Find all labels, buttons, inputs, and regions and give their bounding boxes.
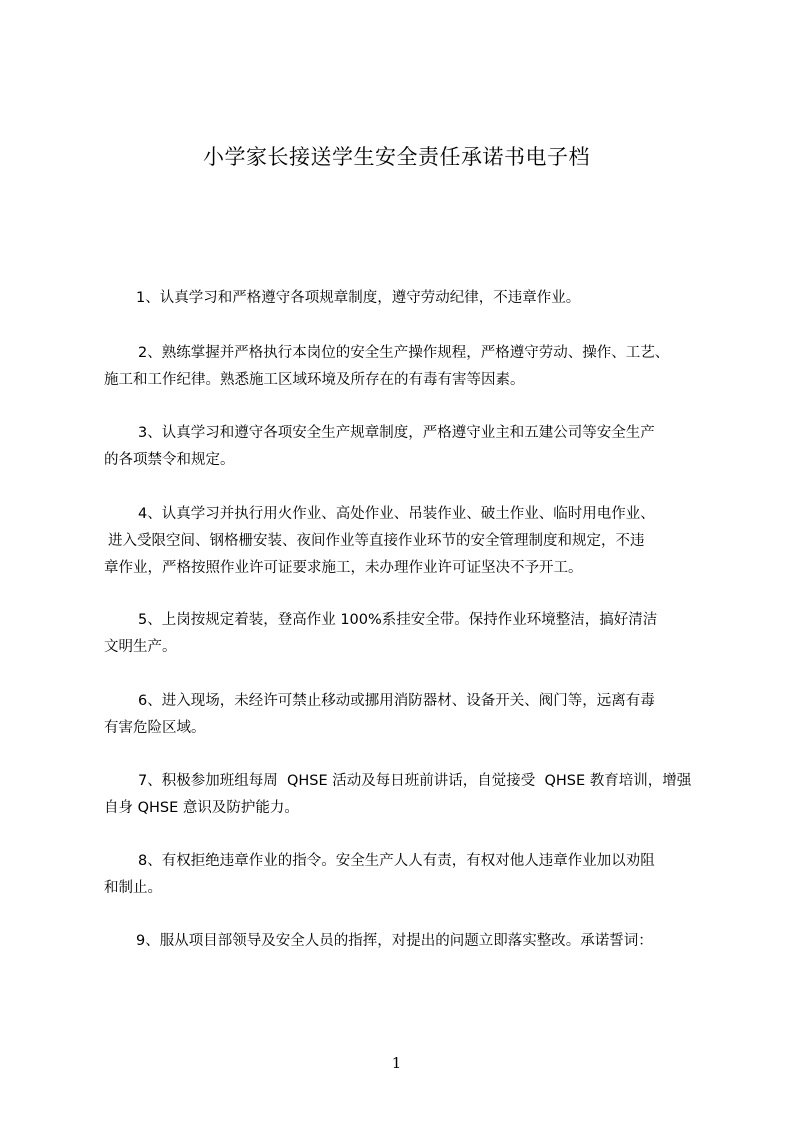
- clause-line: 8、有权拒绝违章作业的指令。安全生产人人有责，有权对他人违章作业加以劝阻: [138, 853, 655, 869]
- clause-8: [104, 848, 714, 902]
- clause-line: 7、积极参加班组每周 QHSE 活动及每日班前讲话，自觉接受 QHSE 教育培训，增强: [138, 773, 692, 789]
- clause-line: 的各项禁令和规定。: [104, 452, 235, 468]
- clause-1: [104, 285, 714, 312]
- clause-line: 4、认真学习并执行用火作业、高处作业、吊装作业、破土作业、临时用电作业、: [138, 506, 655, 522]
- clause-2: [104, 340, 714, 394]
- page-number: 1: [391, 1054, 402, 1072]
- clause-6: [104, 688, 714, 742]
- clause-line: 施工和工作纪律。熟悉施工区域环境及所存在的有毒有害等因素。: [104, 372, 525, 388]
- clause-line: 3、认真学习和遵守各项安全生产规章制度，严格遵守业主和五建公司等安全生产: [138, 425, 655, 441]
- clause-line: 文明生产。: [104, 639, 177, 655]
- clause-line: 章作业，严格按照作业许可证要求施工，未办理作业许可证坚决不予开工。: [104, 560, 583, 576]
- document-title: 小学家长接送学生安全责任承诺书电子档: [203, 145, 590, 169]
- clause-3: [104, 420, 714, 474]
- clause-line: 有害危险区域。: [104, 720, 206, 736]
- clause-line: 和制止。: [104, 880, 162, 896]
- clause-line: 5、上岗按规定着装，登高作业 100%系挂安全带。保持作业环境整洁，搞好清洁: [138, 612, 658, 628]
- clause-line: 6、进入现场，未经许可禁止移动或挪用消防器材、设备开关、阀门等，远离有毒: [138, 693, 655, 709]
- clause-9: [104, 928, 714, 955]
- clause-line: 2、熟练掌握并严格执行本岗位的安全生产操作规程，严格遵守劳动、操作、工艺、: [138, 345, 670, 361]
- clause-line: 进入受限空间、钢格栅安装、夜间作业等直接作业环节的安全管理制度和规定，不违: [108, 533, 645, 549]
- clause-line: 自身 QHSE 意识及防护能力。: [104, 800, 299, 816]
- clause-4: [104, 501, 714, 582]
- clause-5: [104, 607, 714, 661]
- clause-line: 9、服从项目部领导及安全人员的指挥，对提出的问题立即落实整改。承诺誓词：: [136, 933, 653, 949]
- clause-line: 1、认真学习和严格遵守各项规章制度，遵守劳动纪律，不违章作业。: [136, 290, 581, 306]
- clause-7: [104, 768, 714, 822]
